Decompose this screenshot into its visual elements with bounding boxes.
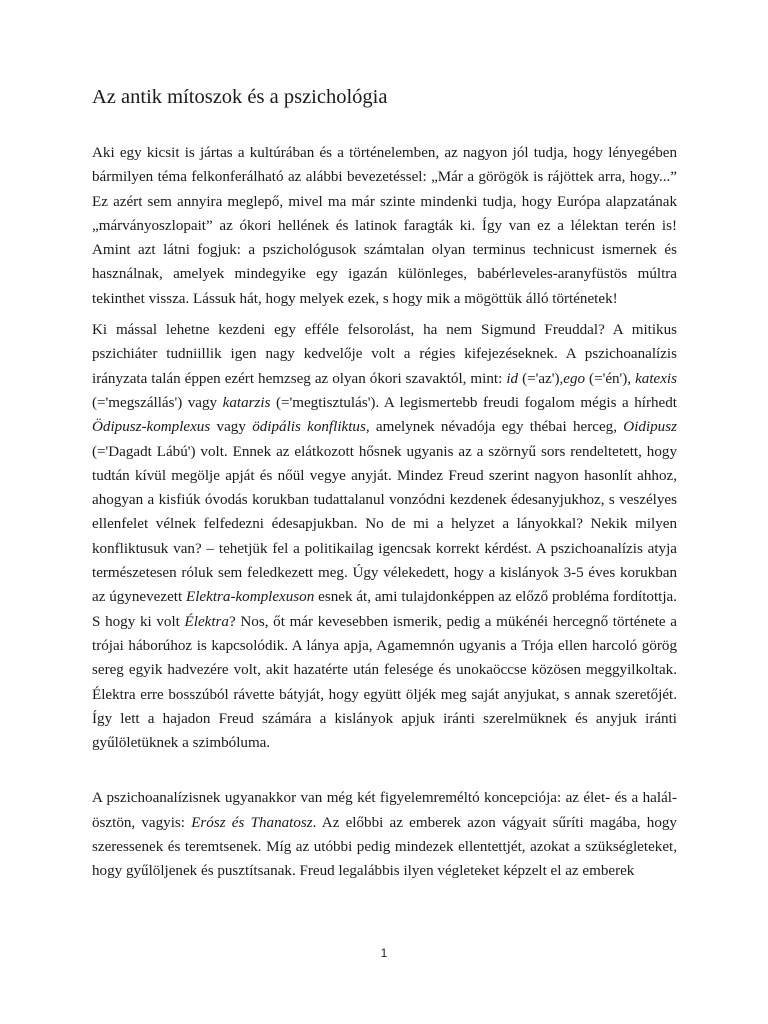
italic-term: Elektra-komplexuson <box>186 589 315 606</box>
text-run: amelynek névadója egy thébai herceg, <box>369 419 624 436</box>
text-run: (='megszállás') vagy <box>92 394 223 411</box>
document-title: Az antik mítoszok és a pszichológia <box>92 86 388 108</box>
text-run: vagy <box>210 419 253 436</box>
italic-term: Oidipusz <box>623 419 677 436</box>
paragraph-2 <box>92 318 677 755</box>
text-run: Ki mással lehetne kezdeni egy efféle felsorolást, ha nem Sigmund Freuddal? A mitikus pszichiáter tudniillik igen nagy kedvelője volt a régies kifejezéseknek. A pszichoanalízis irányzata talán éppen ezért hemzseg az olyan ókori szavaktól, mint: <box>92 322 677 387</box>
text-run: (='én'), <box>585 370 636 387</box>
text-run: ? Nos, őt már kevesebben ismerik, pedig a mükénéi hercegnő története a trójai háborúhoz is kapcsolódik. A lánya apja, Agamemnón ugyanis a Trója ellen harcoló görög sereg egyik hadvezére volt, akit hazatérte után felesége és unokaöccse közösen meggyilkoltak. Élektra erre bosszúból rávette bátyját, hogy együtt öljék meg saját anyjukat, s annak szeretőjét. Így lett a hajadon Freud számára a kislányok apjuk iránti szerelmüknek és anyjuk iránti gyűlöletüknek a szimbóluma. <box>92 613 677 752</box>
text-run: (='Dagadt Lábú') volt. Ennek az elátkozott hősnek ugyanis az a szörnyű sors rendeltetett, hogy tudtán kívül megölje apját és nőül vegye anyját. Mindez Freud szerint nagyon hasonlít ahhoz, ahogyan a kisfiúk óvodás korukban tudattalanul vonzódni kezdenek édesanyjukhoz, s veszélyes ellenfelet vélnek felfedezni édesapjukban. No de mi a helyzet a lányokkal? Nekik milyen konfliktusuk van? – tehetjük fel a politikailag igencsak korrekt kérdést. A pszichoanalízis atyja természetesen róluk sem feledkezett meg. Úgy vélekedett, hogy a kislányok 3-5 éves korukban az úgynevezett <box>92 443 677 606</box>
italic-term: ego <box>563 370 586 387</box>
italic-term: Ödipusz-komplexus <box>92 419 211 436</box>
italic-term: Erósz és Thanatosz <box>191 814 313 831</box>
italic-term: Élektra <box>184 613 229 630</box>
text-run: . Az előbbi az emberek azon vágyait sűríti magába, hogy szeressenek és teremtsenek. Míg az utóbbi pedig mindezek ellentettjét, azokat a szükségleteket, hogy gyűlöljenek és pusztítsanak. Freud legalábbis ilyen végleteket képzelt el az emberek <box>92 814 677 880</box>
paragraph-3 <box>92 786 677 883</box>
text-run: Aki egy kicsit is jártas a kultúrában és a történelemben, az nagyon jól tudja, hogy lényegében bármilyen téma felkonferálható az alábbi bevezetéssel: „Már a görögök is rájöttek arra, hogy...” Ez azért sem annyira meglepő, mivel ma már szinte mindenki tudja, hogy Európa alapzatának „márványoszlopait” az ókori hellének és latinok faragták ki. Így van ez a lélektan terén is! Amint azt látni fogjuk: a pszichológusok számtalan olyan terminus technicust ismernek és használnak, amelyek mindegyike egy igazán különleges, babérleveles-aranyfüstös múltra tekinthet vissza. Lássuk hát, hogy melyek ezek, s hogy mik a mögöttük álló történetek! <box>92 145 677 307</box>
text-run: (='az'), <box>518 370 564 387</box>
italic-term: katexis <box>635 370 677 387</box>
document-body <box>92 141 677 884</box>
text-run: esnek át, ami tulajdonképpen az előző probléma fordítottja. S hogy ki volt <box>92 589 677 630</box>
text-run: (='megtisztulás'). A legismertebb freudi fogalom mégis a hírhedt <box>270 394 677 411</box>
text-run: A pszichoanalízisnek ugyanakkor van még két figyelemreméltó koncepciója: az élet- és a halál-ösztön, vagyis: <box>92 790 677 831</box>
italic-term: katarzis <box>222 394 271 411</box>
paragraph-1 <box>92 141 677 311</box>
page-number: 1 <box>380 946 388 960</box>
italic-term: ödipális konfliktus, <box>252 419 370 436</box>
italic-term: id <box>506 370 519 387</box>
